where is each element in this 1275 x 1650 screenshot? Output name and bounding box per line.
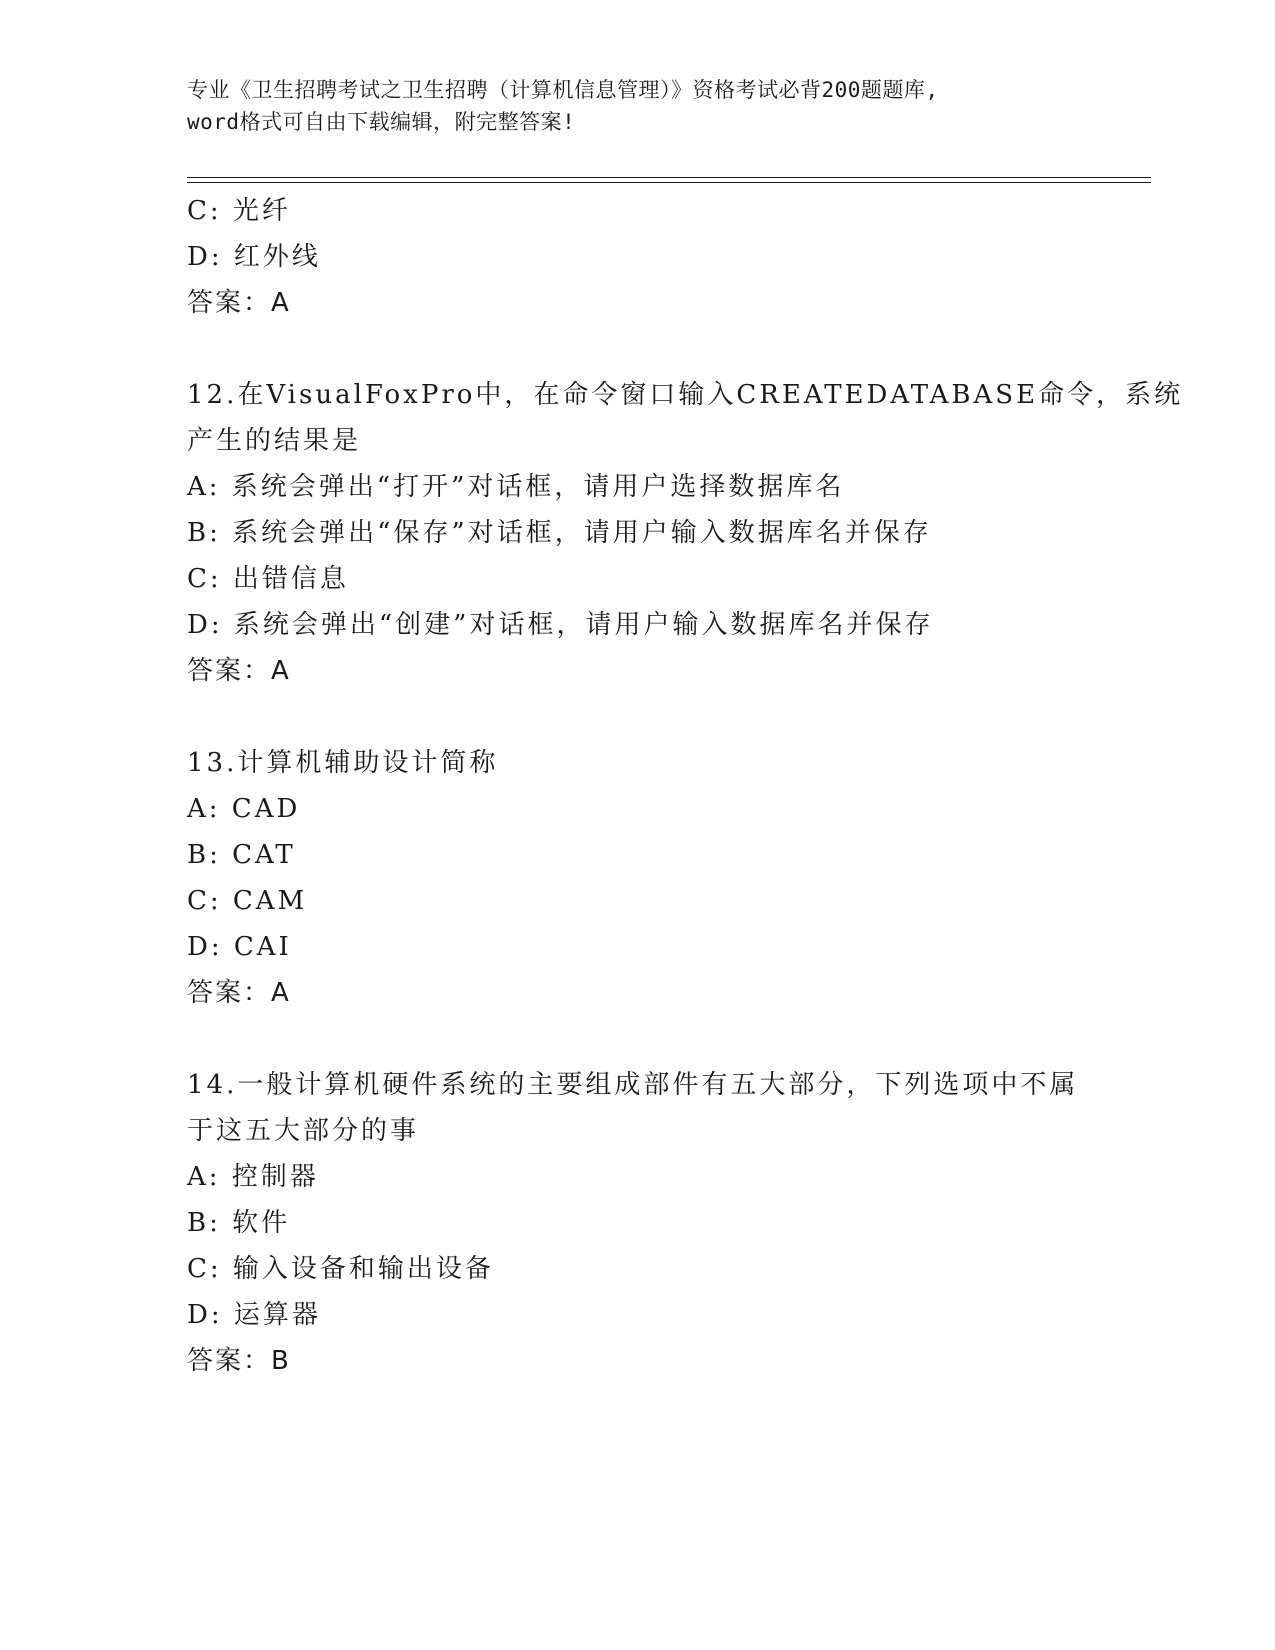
option-d: D: 运算器 — [187, 1300, 321, 1330]
option-c: C: 光纤 — [187, 196, 291, 226]
question-13 — [187, 740, 1087, 1016]
option-c: C: 出错信息 — [187, 564, 349, 594]
question-stem-line: 于这五大部分的事 — [187, 1116, 420, 1146]
option-a: A: 控制器 — [187, 1162, 319, 1192]
option-a: A: CAD — [187, 794, 301, 824]
header-title-line-2: word格式可自由下载编辑，附完整答案! — [187, 110, 576, 134]
option-c: C: 输入设备和输出设备 — [187, 1254, 494, 1284]
page-header — [187, 74, 1087, 138]
answer-line: 答案：A — [187, 978, 291, 1008]
option-b: B: 系统会弹出“保存”对话框，请用户输入数据库名并保存 — [187, 518, 932, 548]
option-d: D: 系统会弹出“创建”对话框，请用户输入数据库名并保存 — [187, 610, 934, 640]
question-stem-line: 14.一般计算机硬件系统的主要组成部件有五大部分，下列选项中不属 — [187, 1070, 1079, 1100]
option-a: A: 系统会弹出“打开”对话框，请用户选择数据库名 — [187, 472, 845, 502]
spacer — [187, 1016, 1087, 1062]
answer-line: 答案：A — [187, 288, 291, 318]
question-12 — [187, 372, 1184, 694]
question-11-continued — [187, 188, 1087, 326]
question-stem-line: 13.计算机辅助设计简称 — [187, 748, 499, 778]
header-divider-bottom — [187, 182, 1151, 183]
option-d: D: CAI — [187, 932, 292, 962]
option-d: D: 红外线 — [187, 242, 321, 272]
answer-line: 答案：B — [187, 1346, 291, 1376]
spacer — [187, 326, 1087, 372]
answer-line: 答案：A — [187, 656, 291, 686]
question-14 — [187, 1062, 1087, 1384]
option-c: C: CAM — [187, 886, 308, 916]
header-divider-top — [187, 177, 1151, 178]
header-title-line-1: 专业《卫生招聘考试之卫生招聘（计算机信息管理）》资格考试必背200题题库, — [187, 78, 939, 102]
question-stem-line: 12.在VisualFoxPro中，在命令窗口输入CREATEDATABASE命令，系统 — [187, 380, 1184, 410]
spacer — [187, 694, 1087, 740]
question-stem-line: 产生的结果是 — [187, 426, 362, 456]
question-list — [187, 188, 1184, 1384]
option-b: B: CAT — [187, 840, 296, 870]
option-b: B: 软件 — [187, 1208, 291, 1238]
